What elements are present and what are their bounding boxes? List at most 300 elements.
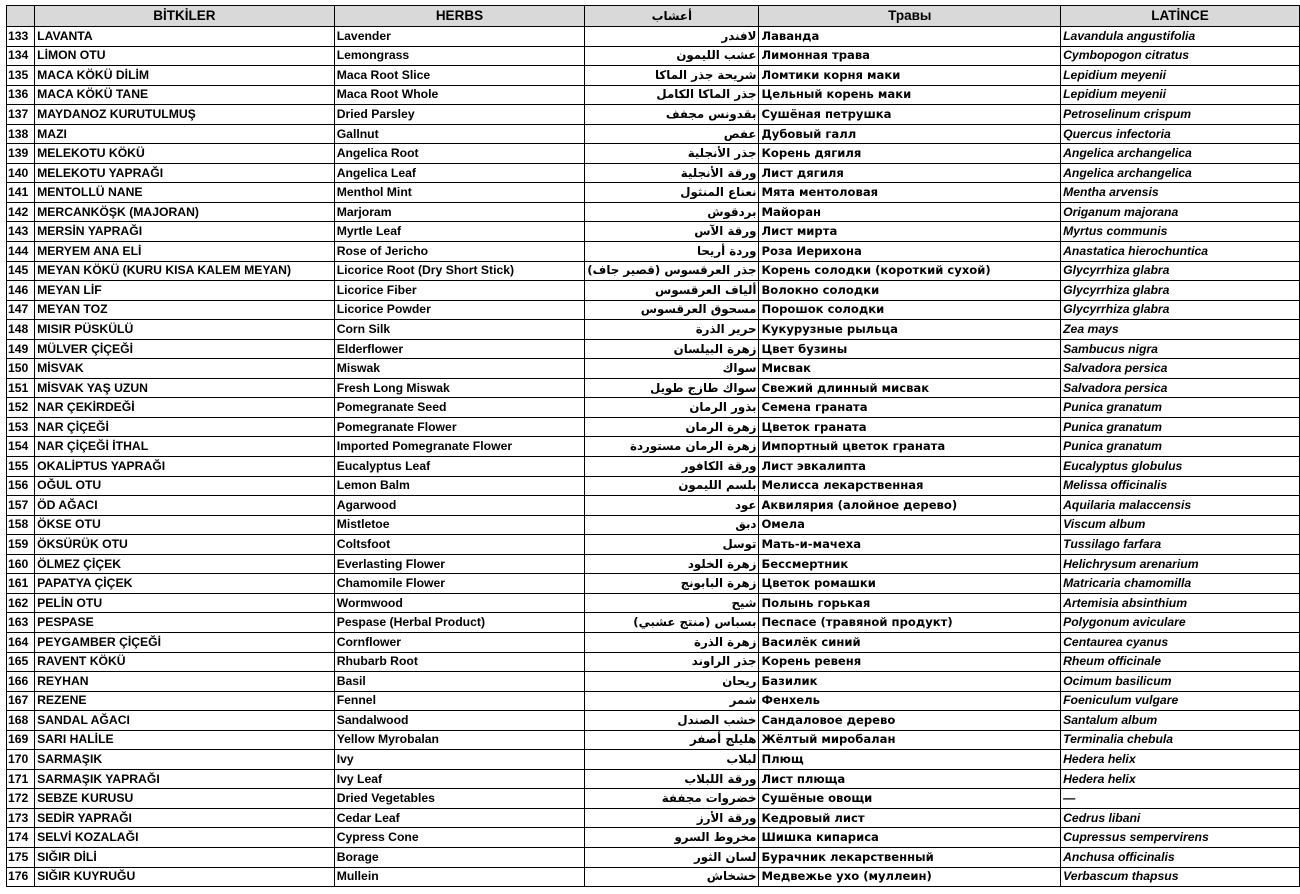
turkish-name-cell: MISIR PÜSKÜLÜ — [35, 320, 335, 340]
turkish-name-cell: MERCANKÖŞK (MAJORAN) — [35, 202, 335, 222]
table-row — [7, 398, 1300, 418]
row-number-cell: 148 — [7, 320, 35, 340]
turkish-name-cell: NAR ÇEKİRDEĞİ — [35, 398, 335, 418]
russian-name-cell: Жёлтый миробалан — [759, 730, 1061, 750]
latin-name-cell: Cedrus libani — [1061, 808, 1300, 828]
russian-name-cell: Лимонная трава — [759, 46, 1061, 66]
english-name-cell: Ivy — [334, 750, 585, 770]
row-number-cell: 159 — [7, 535, 35, 555]
latin-name-cell: Glycyrrhiza glabra — [1061, 300, 1300, 320]
english-name-cell: Everlasting Flower — [334, 554, 585, 574]
row-number-cell: 147 — [7, 300, 35, 320]
arabic-name-cell: خضروات مجففة — [585, 789, 759, 809]
arabic-name-cell: زهرة الذرة — [585, 632, 759, 652]
english-name-cell: Lavender — [334, 27, 585, 47]
english-name-cell: Borage — [334, 847, 585, 867]
russian-name-cell: Роза Иерихона — [759, 242, 1061, 262]
latin-name-cell: Matricaria chamomilla — [1061, 574, 1300, 594]
turkish-name-cell: MACA KÖKÜ DİLİM — [35, 66, 335, 86]
latin-name-cell: Origanum majorana — [1061, 202, 1300, 222]
turkish-name-cell: SANDAL AĞACI — [35, 711, 335, 731]
english-name-cell: Mistletoe — [334, 515, 585, 535]
arabic-name-cell: بذور الرمان — [585, 398, 759, 418]
english-name-cell: Wormwood — [334, 593, 585, 613]
table-row — [7, 769, 1300, 789]
row-number-cell: 169 — [7, 730, 35, 750]
latin-name-cell: Angelica archangelica — [1061, 144, 1300, 164]
russian-name-cell: Корень солодки (короткий сухой) — [759, 261, 1061, 281]
header-arabic: أعشاب — [585, 6, 759, 27]
latin-name-cell: Cymbopogon citratus — [1061, 46, 1300, 66]
turkish-name-cell: SARMAŞIK YAPRAĞI — [35, 769, 335, 789]
table-row — [7, 847, 1300, 867]
turkish-name-cell: SIĞIR KUYRUĞU — [35, 867, 335, 887]
english-name-cell: Cedar Leaf — [334, 808, 585, 828]
row-number-cell: 168 — [7, 711, 35, 731]
turkish-name-cell: PESPASE — [35, 613, 335, 633]
turkish-name-cell: NAR ÇİÇEĞİ İTHAL — [35, 437, 335, 457]
russian-name-cell: Свежий длинный мисвак — [759, 378, 1061, 398]
table-row — [7, 476, 1300, 496]
russian-name-cell: Василёк синий — [759, 632, 1061, 652]
english-name-cell: Angelica Leaf — [334, 163, 585, 183]
russian-name-cell: Лист эвкалипта — [759, 457, 1061, 477]
latin-name-cell: Punica granatum — [1061, 398, 1300, 418]
arabic-name-cell: هليلج أصفر — [585, 730, 759, 750]
turkish-name-cell: MİSVAK — [35, 359, 335, 379]
arabic-name-cell: عفص — [585, 124, 759, 144]
russian-name-cell: Лист дягиля — [759, 163, 1061, 183]
english-name-cell: Rhubarb Root — [334, 652, 585, 672]
turkish-name-cell: ÖKSÜRÜK OTU — [35, 535, 335, 555]
russian-name-cell: Лаванда — [759, 27, 1061, 47]
turkish-name-cell: PEYGAMBER ÇİÇEĞİ — [35, 632, 335, 652]
russian-name-cell: Корень дягиля — [759, 144, 1061, 164]
table-row — [7, 652, 1300, 672]
row-number-cell: 135 — [7, 66, 35, 86]
russian-name-cell: Кедровый лист — [759, 808, 1061, 828]
row-number-cell: 164 — [7, 632, 35, 652]
russian-name-cell: Цветок граната — [759, 417, 1061, 437]
english-name-cell: Gallnut — [334, 124, 585, 144]
arabic-name-cell: مخروط السرو — [585, 828, 759, 848]
arabic-name-cell: نعناع المنثول — [585, 183, 759, 203]
row-number-cell: 165 — [7, 652, 35, 672]
english-name-cell: Rose of Jericho — [334, 242, 585, 262]
table-row — [7, 457, 1300, 477]
latin-name-cell: Salvadora persica — [1061, 359, 1300, 379]
table-row — [7, 144, 1300, 164]
latin-name-cell: Angelica archangelica — [1061, 163, 1300, 183]
english-name-cell: Fennel — [334, 691, 585, 711]
table-row — [7, 808, 1300, 828]
turkish-name-cell: SELVİ KOZALAĞI — [35, 828, 335, 848]
english-name-cell: Maca Root Slice — [334, 66, 585, 86]
row-number-cell: 170 — [7, 750, 35, 770]
russian-name-cell: Медвежье ухо (муллеин) — [759, 867, 1061, 887]
russian-name-cell: Мисвак — [759, 359, 1061, 379]
latin-name-cell: Hedera helix — [1061, 750, 1300, 770]
arabic-name-cell: لبلاب — [585, 750, 759, 770]
latin-name-cell: Artemisia absinthium — [1061, 593, 1300, 613]
turkish-name-cell: MERSİN YAPRAĞI — [35, 222, 335, 242]
latin-name-cell: Sambucus nigra — [1061, 339, 1300, 359]
turkish-name-cell: REZENE — [35, 691, 335, 711]
turkish-name-cell: LAVANTA — [35, 27, 335, 47]
russian-name-cell: Бессмертник — [759, 554, 1061, 574]
russian-name-cell: Фенхель — [759, 691, 1061, 711]
arabic-name-cell: ريحان — [585, 672, 759, 692]
turkish-name-cell: MİSVAK YAŞ UZUN — [35, 378, 335, 398]
row-number-cell: 171 — [7, 769, 35, 789]
table-row — [7, 183, 1300, 203]
arabic-name-cell: ورقة الآس — [585, 222, 759, 242]
row-number-cell: 166 — [7, 672, 35, 692]
row-number-cell: 137 — [7, 105, 35, 125]
row-number-cell: 138 — [7, 124, 35, 144]
turkish-name-cell: RAVENT KÖKÜ — [35, 652, 335, 672]
english-name-cell: Myrtle Leaf — [334, 222, 585, 242]
arabic-name-cell: مسحوق العرقسوس — [585, 300, 759, 320]
row-number-cell: 155 — [7, 457, 35, 477]
arabic-name-cell: عشب الليمون — [585, 46, 759, 66]
latin-name-cell: Hedera helix — [1061, 769, 1300, 789]
turkish-name-cell: SARMAŞIK — [35, 750, 335, 770]
table-body — [7, 27, 1300, 887]
row-number-cell: 174 — [7, 828, 35, 848]
english-name-cell: Mullein — [334, 867, 585, 887]
latin-name-cell: Rheum officinale — [1061, 652, 1300, 672]
turkish-name-cell: MAYDANOZ KURUTULMUŞ — [35, 105, 335, 125]
latin-name-cell: Lavandula angustifolia — [1061, 27, 1300, 47]
arabic-name-cell: بسباس (منتج عشبي) — [585, 613, 759, 633]
row-number-cell: 157 — [7, 496, 35, 516]
latin-name-cell: Quercus infectoria — [1061, 124, 1300, 144]
turkish-name-cell: SARI HALİLE — [35, 730, 335, 750]
table-row — [7, 27, 1300, 47]
latin-name-cell: Ocimum basilicum — [1061, 672, 1300, 692]
russian-name-cell: Цветок ромашки — [759, 574, 1061, 594]
table-row — [7, 711, 1300, 731]
herbs-table — [6, 5, 1300, 887]
arabic-name-cell: سواك طازج طويل — [585, 378, 759, 398]
turkish-name-cell: MEYAN KÖKÜ (KURU KISA KALEM MEYAN) — [35, 261, 335, 281]
turkish-name-cell: MEYAN LİF — [35, 281, 335, 301]
english-name-cell: Licorice Root (Dry Short Stick) — [334, 261, 585, 281]
turkish-name-cell: MACA KÖKÜ TANE — [35, 85, 335, 105]
russian-name-cell: Сушёные овощи — [759, 789, 1061, 809]
arabic-name-cell: حرير الذرة — [585, 320, 759, 340]
english-name-cell: Pomegranate Seed — [334, 398, 585, 418]
russian-name-cell: Ломтики корня маки — [759, 66, 1061, 86]
table-row — [7, 85, 1300, 105]
table-row — [7, 574, 1300, 594]
turkish-name-cell: MERYEM ANA ELİ — [35, 242, 335, 262]
russian-name-cell: Корень ревеня — [759, 652, 1061, 672]
russian-name-cell: Порошок солодки — [759, 300, 1061, 320]
table-row — [7, 378, 1300, 398]
table-row — [7, 437, 1300, 457]
arabic-name-cell: شمر — [585, 691, 759, 711]
turkish-name-cell: SEDİR YAPRAĞI — [35, 808, 335, 828]
table-row — [7, 222, 1300, 242]
latin-name-cell: Helichrysum arenarium — [1061, 554, 1300, 574]
row-number-cell: 163 — [7, 613, 35, 633]
turkish-name-cell: ÖLMEZ ÇİÇEK — [35, 554, 335, 574]
row-number-cell: 161 — [7, 574, 35, 594]
latin-name-cell: Zea mays — [1061, 320, 1300, 340]
table-row — [7, 163, 1300, 183]
latin-name-cell: Polygonum aviculare — [1061, 613, 1300, 633]
arabic-name-cell: توسل — [585, 535, 759, 555]
table-row — [7, 124, 1300, 144]
turkish-name-cell: MENTOLLÜ NANE — [35, 183, 335, 203]
english-name-cell: Basil — [334, 672, 585, 692]
russian-name-cell: Импортный цветок граната — [759, 437, 1061, 457]
arabic-name-cell: شريحة جذر الماكا — [585, 66, 759, 86]
english-name-cell: Imported Pomegranate Flower — [334, 437, 585, 457]
turkish-name-cell: SIĞIR DİLİ — [35, 847, 335, 867]
latin-name-cell: Melissa officinalis — [1061, 476, 1300, 496]
arabic-name-cell: ألياف العرقسوس — [585, 281, 759, 301]
table-row — [7, 515, 1300, 535]
latin-name-cell: Verbascum thapsus — [1061, 867, 1300, 887]
turkish-name-cell: REYHAN — [35, 672, 335, 692]
row-number-cell: 149 — [7, 339, 35, 359]
latin-name-cell: Glycyrrhiza glabra — [1061, 281, 1300, 301]
table-row — [7, 593, 1300, 613]
row-number-cell: 134 — [7, 46, 35, 66]
turkish-name-cell: MELEKOTU KÖKÜ — [35, 144, 335, 164]
latin-name-cell: Punica granatum — [1061, 417, 1300, 437]
header-russian: Травы — [759, 6, 1061, 27]
turkish-name-cell: ÖD AĞACI — [35, 496, 335, 516]
english-name-cell: Coltsfoot — [334, 535, 585, 555]
russian-name-cell: Майоран — [759, 202, 1061, 222]
english-name-cell: Yellow Myrobalan — [334, 730, 585, 750]
russian-name-cell: Лист мирта — [759, 222, 1061, 242]
arabic-name-cell: لافندر — [585, 27, 759, 47]
english-name-cell: Eucalyptus Leaf — [334, 457, 585, 477]
latin-name-cell: Anastatica hierochuntica — [1061, 242, 1300, 262]
english-name-cell: Dried Vegetables — [334, 789, 585, 809]
latin-name-cell: Petroselinum crispum — [1061, 105, 1300, 125]
row-number-cell: 141 — [7, 183, 35, 203]
english-name-cell: Pomegranate Flower — [334, 417, 585, 437]
row-number-cell: 176 — [7, 867, 35, 887]
row-number-cell: 167 — [7, 691, 35, 711]
row-number-cell: 143 — [7, 222, 35, 242]
russian-name-cell: Омела — [759, 515, 1061, 535]
arabic-name-cell: ورقة الأنجلية — [585, 163, 759, 183]
table-row — [7, 613, 1300, 633]
row-number-cell: 146 — [7, 281, 35, 301]
latin-name-cell: Tussilago farfara — [1061, 535, 1300, 555]
russian-name-cell: Цельный корень маки — [759, 85, 1061, 105]
turkish-name-cell: MEYAN TOZ — [35, 300, 335, 320]
english-name-cell: Fresh Long Miswak — [334, 378, 585, 398]
table-row — [7, 496, 1300, 516]
arabic-name-cell: جذر الأنجلية — [585, 144, 759, 164]
arabic-name-cell: بقدونس مجفف — [585, 105, 759, 125]
english-name-cell: Elderflower — [334, 339, 585, 359]
turkish-name-cell: LİMON OTU — [35, 46, 335, 66]
row-number-cell: 142 — [7, 202, 35, 222]
arabic-name-cell: خشخاش — [585, 867, 759, 887]
english-name-cell: Corn Silk — [334, 320, 585, 340]
row-number-cell: 150 — [7, 359, 35, 379]
turkish-name-cell: PAPATYA ÇİÇEK — [35, 574, 335, 594]
table-row — [7, 105, 1300, 125]
table-row — [7, 789, 1300, 809]
russian-name-cell: Семена граната — [759, 398, 1061, 418]
english-name-cell: Cypress Cone — [334, 828, 585, 848]
latin-name-cell: Foeniculum vulgare — [1061, 691, 1300, 711]
turkish-name-cell: OĞUL OTU — [35, 476, 335, 496]
arabic-name-cell: جذر الماكا الكامل — [585, 85, 759, 105]
turkish-name-cell: MÜLVER ÇİÇEĞİ — [35, 339, 335, 359]
arabic-name-cell: ورقة الأرز — [585, 808, 759, 828]
arabic-name-cell: بردقوش — [585, 202, 759, 222]
row-number-cell: 173 — [7, 808, 35, 828]
russian-name-cell: Бурачник лекарственный — [759, 847, 1061, 867]
arabic-name-cell: دبق — [585, 515, 759, 535]
row-number-cell: 158 — [7, 515, 35, 535]
row-number-cell: 162 — [7, 593, 35, 613]
table-row — [7, 417, 1300, 437]
row-number-cell: 151 — [7, 378, 35, 398]
arabic-name-cell: سواك — [585, 359, 759, 379]
row-number-cell: 156 — [7, 476, 35, 496]
latin-name-cell: Santalum album — [1061, 711, 1300, 731]
table-row — [7, 867, 1300, 887]
english-name-cell: Lemongrass — [334, 46, 585, 66]
table-row — [7, 281, 1300, 301]
english-name-cell: Cornflower — [334, 632, 585, 652]
english-name-cell: Marjoram — [334, 202, 585, 222]
russian-name-cell: Волокно солодки — [759, 281, 1061, 301]
latin-name-cell: Punica granatum — [1061, 437, 1300, 457]
english-name-cell: Lemon Balm — [334, 476, 585, 496]
latin-name-cell: Aquilaria malaccensis — [1061, 496, 1300, 516]
latin-name-cell: — — [1061, 789, 1300, 809]
row-number-cell: 133 — [7, 27, 35, 47]
table-row — [7, 691, 1300, 711]
row-number-cell: 153 — [7, 417, 35, 437]
table-row — [7, 66, 1300, 86]
english-name-cell: Chamomile Flower — [334, 574, 585, 594]
table-row — [7, 46, 1300, 66]
russian-name-cell: Базилик — [759, 672, 1061, 692]
table-row — [7, 320, 1300, 340]
row-number-cell: 175 — [7, 847, 35, 867]
table-row — [7, 672, 1300, 692]
arabic-name-cell: زهرة الخلود — [585, 554, 759, 574]
latin-name-cell: Lepidium meyenii — [1061, 85, 1300, 105]
arabic-name-cell: ورقة الكافور — [585, 457, 759, 477]
row-number-cell: 136 — [7, 85, 35, 105]
table-row — [7, 535, 1300, 555]
header-latin: LATİNCE — [1061, 6, 1300, 27]
table-row — [7, 359, 1300, 379]
header-english: HERBS — [334, 6, 585, 27]
arabic-name-cell: خشب الصندل — [585, 711, 759, 731]
arabic-name-cell: جذر العرقسوس (قصير جاف) — [585, 261, 759, 281]
russian-name-cell: Мать-и-мачеха — [759, 535, 1061, 555]
arabic-name-cell: لسان الثور — [585, 847, 759, 867]
turkish-name-cell: NAR ÇİÇEĞİ — [35, 417, 335, 437]
row-number-cell: 140 — [7, 163, 35, 183]
latin-name-cell: Salvadora persica — [1061, 378, 1300, 398]
latin-name-cell: Glycyrrhiza glabra — [1061, 261, 1300, 281]
russian-name-cell: Дубовый галл — [759, 124, 1061, 144]
english-name-cell: Dried Parsley — [334, 105, 585, 125]
russian-name-cell: Лист плюща — [759, 769, 1061, 789]
english-name-cell: Sandalwood — [334, 711, 585, 731]
arabic-name-cell: زهرة الرمان مستوردة — [585, 437, 759, 457]
russian-name-cell: Кукурузные рыльца — [759, 320, 1061, 340]
table-row — [7, 554, 1300, 574]
turkish-name-cell: MAZI — [35, 124, 335, 144]
arabic-name-cell: عود — [585, 496, 759, 516]
turkish-name-cell: PELİN OTU — [35, 593, 335, 613]
english-name-cell: Angelica Root — [334, 144, 585, 164]
latin-name-cell: Viscum album — [1061, 515, 1300, 535]
english-name-cell: Licorice Fiber — [334, 281, 585, 301]
latin-name-cell: Eucalyptus globulus — [1061, 457, 1300, 477]
header-row — [7, 6, 1300, 27]
russian-name-cell: Аквилярия (алойное дерево) — [759, 496, 1061, 516]
arabic-name-cell: بلسم الليمون — [585, 476, 759, 496]
arabic-name-cell: شيح — [585, 593, 759, 613]
row-number-cell: 172 — [7, 789, 35, 809]
arabic-name-cell: ورقة اللبلاب — [585, 769, 759, 789]
row-number-cell: 144 — [7, 242, 35, 262]
russian-name-cell: Плющ — [759, 750, 1061, 770]
table-row — [7, 730, 1300, 750]
turkish-name-cell: OKALİPTUS YAPRAĞI — [35, 457, 335, 477]
turkish-name-cell: ÖKSE OTU — [35, 515, 335, 535]
russian-name-cell: Сушёная петрушка — [759, 105, 1061, 125]
arabic-name-cell: زهرة البابونج — [585, 574, 759, 594]
arabic-name-cell: وردة أريحا — [585, 242, 759, 262]
russian-name-cell: Мелисса лекарственная — [759, 476, 1061, 496]
row-number-cell: 154 — [7, 437, 35, 457]
english-name-cell: Licorice Powder — [334, 300, 585, 320]
turkish-name-cell: SEBZE KURUSU — [35, 789, 335, 809]
table-row — [7, 828, 1300, 848]
arabic-name-cell: جذر الراوند — [585, 652, 759, 672]
header-number — [7, 6, 35, 27]
row-number-cell: 139 — [7, 144, 35, 164]
latin-name-cell: Terminalia chebula — [1061, 730, 1300, 750]
table-row — [7, 632, 1300, 652]
table-row — [7, 261, 1300, 281]
russian-name-cell: Сандаловое дерево — [759, 711, 1061, 731]
latin-name-cell: Anchusa officinalis — [1061, 847, 1300, 867]
english-name-cell: Agarwood — [334, 496, 585, 516]
english-name-cell: Menthol Mint — [334, 183, 585, 203]
row-number-cell: 145 — [7, 261, 35, 281]
table-row — [7, 750, 1300, 770]
table-row — [7, 242, 1300, 262]
table-row — [7, 339, 1300, 359]
english-name-cell: Ivy Leaf — [334, 769, 585, 789]
arabic-name-cell: زهرة البيلسان — [585, 339, 759, 359]
header-turkish: BİTKİLER — [35, 6, 335, 27]
latin-name-cell: Centaurea cyanus — [1061, 632, 1300, 652]
row-number-cell: 152 — [7, 398, 35, 418]
